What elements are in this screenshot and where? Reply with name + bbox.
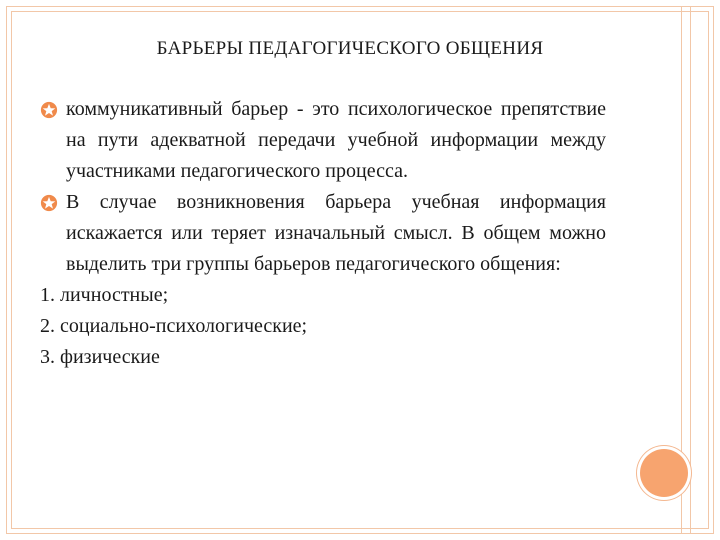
numbered-item: 3. физические (40, 346, 160, 368)
decorative-circle (640, 449, 688, 497)
frame-stripe (681, 6, 682, 534)
star-in-circle-icon (40, 101, 58, 119)
bullet-item (40, 187, 606, 280)
bullet-text: В случае возникновения барьера учебная информация искажается или теряет изначальный смысл. В общем можно выделить три группы барьеров педагогического общения: (66, 191, 606, 275)
numbered-item: 2. социально-психологические; (40, 315, 308, 337)
numbered-item: 1. личностные; (40, 284, 169, 306)
bullet-item (40, 94, 606, 187)
frame-stripe (690, 6, 691, 534)
slide-title: БАРЬЕРЫ ПЕДАГОГИЧЕСКОГО ОБЩЕНИЯ (156, 38, 544, 59)
star-in-circle-icon (40, 194, 58, 212)
slide-content (40, 94, 606, 373)
bullet-text: коммуникативный барьер - это психологическое препятствие на пути адекватной передачи учебной информации между участниками педагогического процесса. (66, 98, 606, 182)
